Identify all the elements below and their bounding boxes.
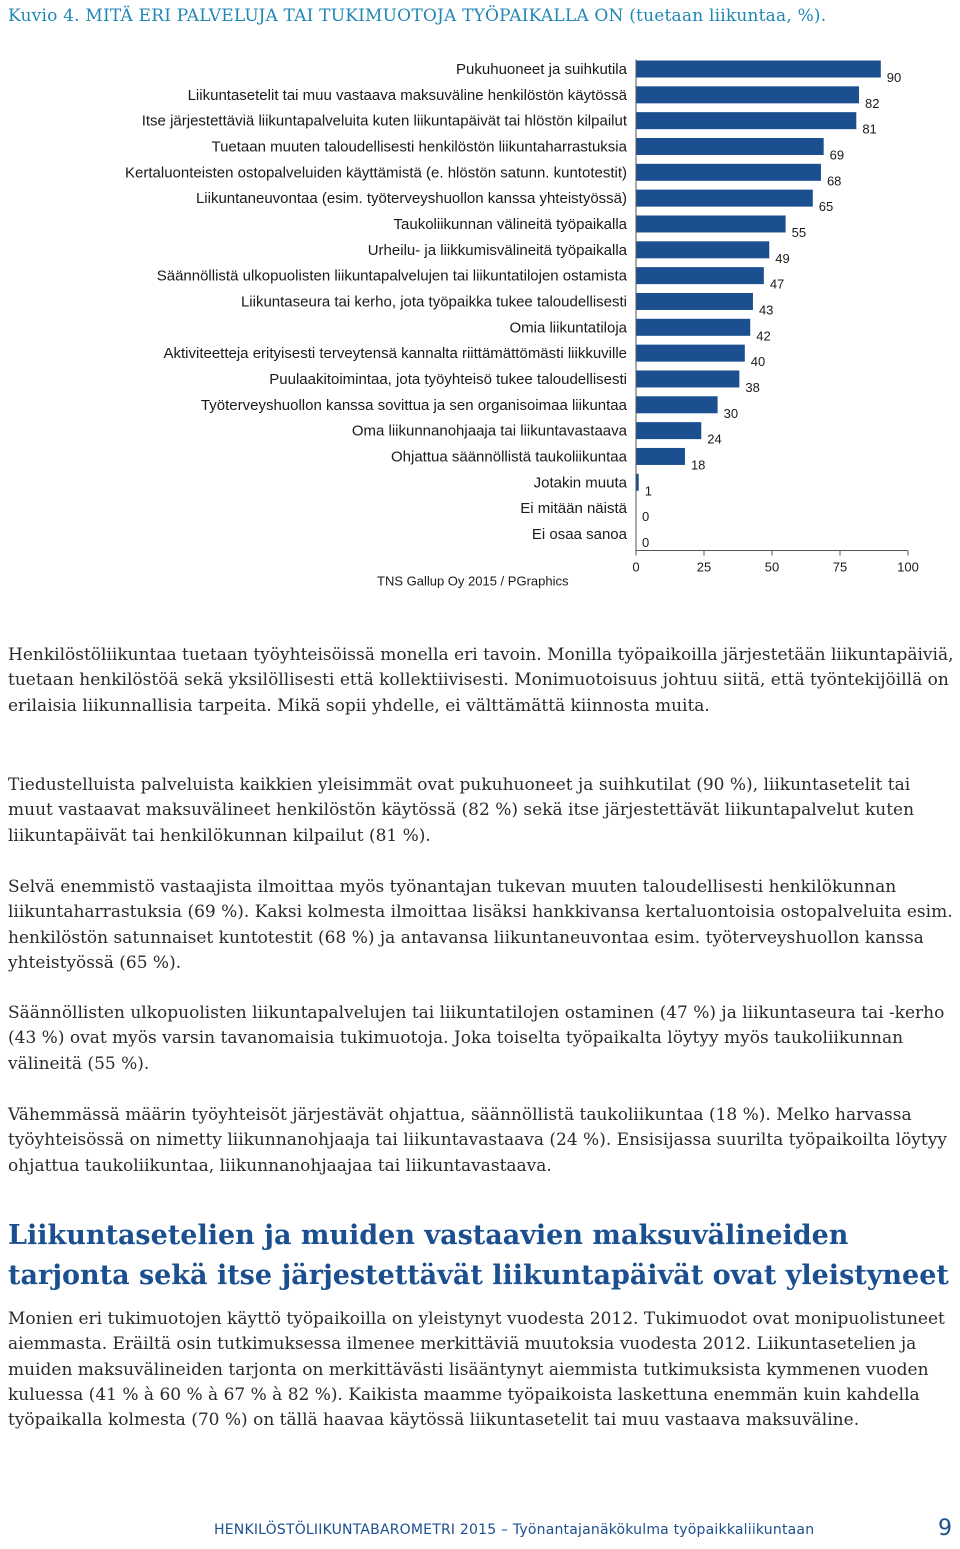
category-label: Ei osaa sanoa [531, 525, 627, 543]
paragraph-intro: Henkilöstöliikuntaa tuetaan työyhteisöissä monella eri tavoin. Monilla työpaikoilla järjestetään liikuntapäiviä, tuetaan henkilöstöä sekä yksilöllisesti että kollektiivisesti. Monimuotoisuus johtuu siitä, että työntekijöillä on erilaisia liikunnallisia tarpeita. Mikä sopii yhdelle, ei välttämättä kiinnosta muita. [8, 645, 954, 716]
x-tick-label: 75 [832, 559, 848, 575]
bar [636, 215, 786, 232]
category-label: Säännöllistä ulkopuolisten liikuntapalvelujen tai liikuntatilojen ostamista [156, 267, 627, 285]
data-label: 24 [707, 431, 722, 447]
bar [636, 370, 739, 387]
category-label: Oma liikunnanohjaaja tai liikuntavastaava [351, 422, 627, 440]
data-label: 42 [756, 328, 771, 344]
bar [636, 396, 718, 413]
bar [636, 138, 824, 155]
category-label: Liikuntasetelit tai muu vastaava maksuväline henkilöstön käytössä [187, 86, 627, 104]
data-label: 81 [862, 121, 877, 137]
category-label: Tuetaan muuten taloudellisesti henkilöstön liikuntaharrastuksia [211, 138, 627, 156]
data-label: 18 [690, 457, 706, 473]
x-tick-label: 50 [764, 559, 780, 575]
bar [636, 422, 701, 439]
footer-title: HENKILÖSTÖLIIKUNTABAROMETRI 2015 – Työnantajanäkökulma työpaikkaliikuntaan [214, 1522, 815, 1538]
data-label: 90 [886, 70, 902, 85]
bar [636, 86, 859, 103]
data-label: 40 [750, 354, 766, 370]
category-label: Liikuntaseura tai kerho, jota työpaikka tukee taloudellisesti [240, 293, 627, 311]
category-label: Liikuntaneuvontaa (esim. työterveyshuollon kanssa yhteistyössä) [195, 190, 627, 208]
category-label: Pukuhuoneet ja suihkutila [456, 61, 627, 78]
data-label: 43 [758, 302, 774, 318]
category-label: Aktiviteetteja erityisesti terveytensä kannalta riittämättömästi liikkuville [163, 345, 627, 363]
bar [636, 448, 685, 465]
data-label: 55 [791, 224, 807, 240]
data-label: 38 [745, 379, 760, 395]
paragraph-majority: Selvä enemmistö vastaajista ilmoittaa myös työnantajan tukevan muuten taloudellisesti henkilökunnan liikuntaharrastuksia (69 %). Kaksi kolmesta ilmoittaa lisäksi hankkivansa kertaluontoisia ostopalveluita esim. henkilöstön satunnaiset kuntotestit (68 %) ja antavansa liikuntaneuvontaa esim. työterveyshuollon kanssa yhteistyössä (65 %). [8, 877, 953, 973]
bar [636, 319, 750, 336]
bar [636, 345, 745, 362]
category-label: Ohjattua säännöllistä taukoliikuntaa [391, 448, 627, 466]
paragraph-regular-services: Säännöllisten ulkopuolisten liikuntapalvelujen tai liikuntatilojen ostaminen (47 %) ja liikuntaseura tai -kerho (43 %) ovat myös varsin tavanomaisia tukimuotoja. Joka toiselta työpaikalta löytyy myös taukoliikunnan välineitä (55 %). [8, 1003, 945, 1074]
bar [636, 293, 753, 310]
data-label: 69 [829, 147, 845, 163]
page-footer [0, 1518, 960, 1548]
x-tick-label: 0 [632, 559, 640, 575]
paragraph-less-common: Vähemmässä määrin työyhteisöt järjestävät ohjattua, säännöllistä taukoliikuntaa (18 %). Melko harvassa työyhteisössä on nimetty liikunnanohjaaja tai liikuntavastaava (24 %). Ensisijassa suurilta työpaikoilta löytyy ohjattua taukoliikuntaa, liikunnanohjaajaa tai liikuntavastaava. [8, 1105, 947, 1176]
bar [636, 267, 764, 284]
data-label: 68 [826, 173, 842, 189]
bar [636, 112, 856, 129]
x-tick-label: 25 [696, 559, 712, 575]
data-label: 65 [818, 199, 834, 215]
category-label: Jotakin muuta [533, 474, 627, 492]
data-label: 49 [775, 250, 790, 266]
data-label: 0 [642, 534, 650, 550]
category-label: Omia liikuntatiloja [509, 319, 627, 337]
category-label: Ei mitään näistä [520, 500, 627, 518]
bar [636, 190, 813, 207]
chart-source: TNS Gallup Oy 2015 / PGraphics [377, 573, 569, 589]
category-label: Itse järjestettäviä liikuntapalveluita kuten liikuntapäivät tai hlöstön kilpailut [141, 112, 627, 130]
bar [636, 241, 769, 258]
paragraph-trend: Monien eri tukimuotojen käyttö työpaikoilla on yleistynyt vuodesta 2012. Tukimuodot ovat monipuolistuneet aiemmasta. Eräiltä osin tutkimuksessa ilmenee merkittäviä muutoksia vuodesta 2012. Liikuntasetelien ja muiden maksuvälineiden tarjonta on merkittävästi lisääntynyt aiemmista tutkimuksista kymmenen vuoden kuluessa (41 % à 60 % à 67 % à 82 %). Kaikista maamme työpaikoista laskettuna enemmän kuin kahdella työpaikalla kolmesta (70 %) on tällä haavaa käytössä liikuntasetelit tai muu vastaava maksuväline. [8, 1309, 945, 1431]
category-label: Urheilu- ja liikkumisvälineitä työpaikalla [367, 241, 627, 259]
bar-chart [0, 50, 960, 610]
page-number: 9 [938, 1516, 952, 1541]
bar [636, 164, 821, 181]
paragraph-most-common: Tiedustelluista palveluista kaikkien yleisimmät ovat pukuhuoneet ja suihkutilat (90 %), liikuntasetelit tai muut vastaavat maksuvälineet henkilöstön käytössä (82 %) sekä itse järjestettävät liikuntapalvelut kuten liikuntapäivät tai henkilökunnan kilpailut (81 %). [8, 775, 915, 846]
data-label: 30 [723, 405, 739, 421]
category-label: Työterveyshuollon kanssa sovittua ja sen organisoimaa liikuntaa [200, 396, 627, 414]
data-label: 47 [769, 276, 785, 292]
data-label: 1 [644, 483, 652, 499]
data-label: 0 [642, 509, 650, 525]
bar [636, 61, 881, 78]
category-label: Taukoliikunnan välineitä työpaikalla [393, 215, 627, 233]
x-tick-label: 100 [897, 559, 919, 575]
category-label: Kertaluonteisten ostopalveluiden käyttämistä (e. hlöstön satunn. kuntotestit) [125, 164, 627, 182]
category-label: Puulaakitoimintaa, jota työyhteisö tukee taloudellisesti [269, 370, 627, 388]
figure-caption: Kuvio 4. MITÄ ERI PALVELUJA TAI TUKIMUOTOJA TYÖPAIKALLA ON (tuetaan liikuntaa, %). [8, 6, 827, 26]
data-label: 82 [865, 95, 880, 111]
section-heading: Liikuntasetelien ja muiden vastaavien maksuvälineiden tarjonta sekä itse järjestettävät liikuntapäivät ovat yleistyneet [8, 1220, 949, 1291]
